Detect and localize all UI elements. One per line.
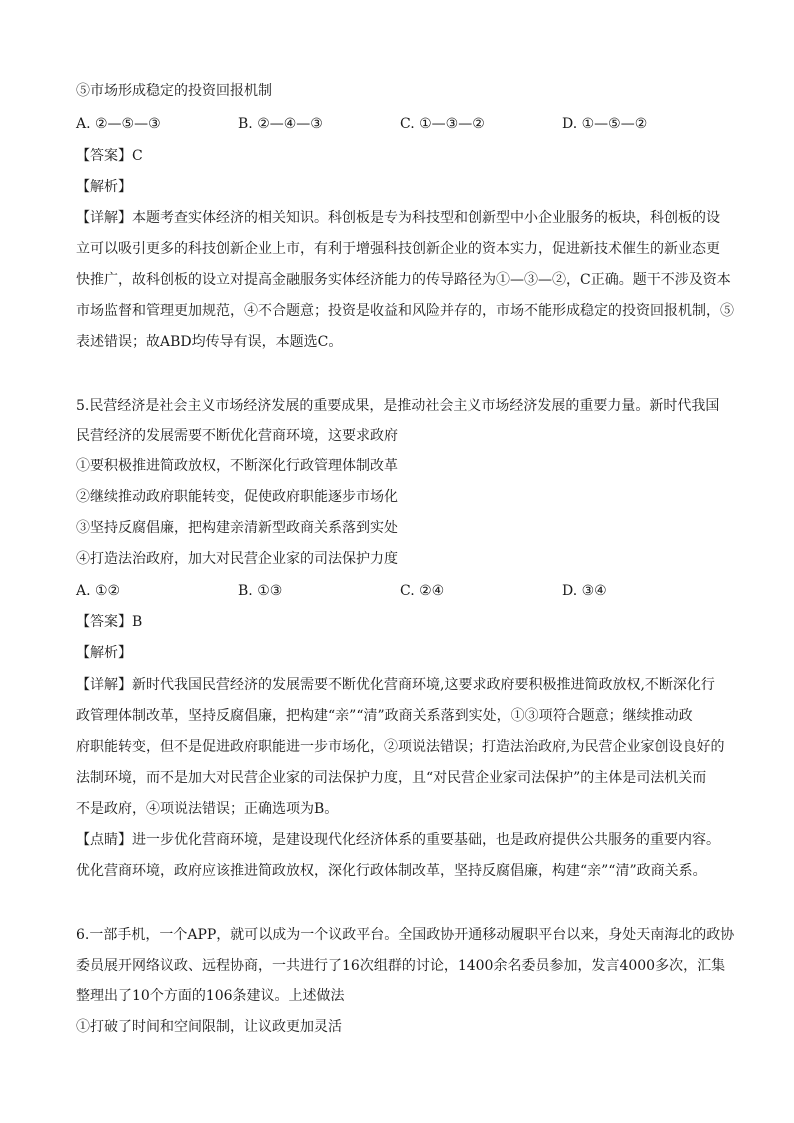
q5-item-4: ④打造法治政府，加大对民营企业家的司法保护力度 (76, 551, 398, 567)
q5-detail-line: 不是政府，④项说法错误；正确选项为B。 (76, 801, 339, 817)
q5-detail-line: 府职能转变，但不是促进政府职能进一步市场化，②项说法错误；打造法治政府,为民营企业家创设良好的 (76, 739, 725, 755)
q5-option-d: D. ③④ (562, 583, 607, 599)
q4-detail-line: 表述错误；故ABD均传导有误，本题选C。 (76, 334, 343, 350)
q6-item-1: ①打破了时间和空间限制，让议政更加灵活 (76, 1019, 342, 1035)
q5-option-c: C. ②④ (400, 583, 445, 599)
q4-detail-line: 市场监督和管理更加规范，④不合题意；投资是收益和风险并存的，市场不能形成稳定的投资回报机制，⑤ (76, 303, 734, 319)
q4-detail-line: 立可以吸引更多的科技创新企业上市，有利于增强科技创新企业的资本实力，促进新技术催生的新业态更 (76, 241, 720, 257)
q4-option-b: B. ②—④—③ (238, 116, 323, 132)
q5-item-3: ③坚持反腐倡廉，把构建亲清新型政商关系落到实处 (76, 520, 398, 536)
q5-comment-line: 【点睛】进一步优化营商环境，是建设现代化经济体系的重要基础，也是政府提供公共服务的重要内容。 (76, 832, 720, 848)
q5-option-a: A. ①② (76, 583, 121, 599)
q5-option-b: B. ①③ (238, 583, 283, 599)
q4-option-a: A. ②—⑤—③ (76, 116, 161, 132)
q5-answer: 【答案】B (76, 614, 143, 630)
q4-item-5: ⑤市场形成稳定的投资回报机制 (76, 83, 272, 99)
q4-detail-line: 【详解】本题考查实体经济的相关知识。科创板是专为科技型和创新型中小企业服务的板块，科创板的设 (76, 210, 720, 226)
q5-options (76, 581, 726, 601)
q4-option-c: C. ①—③—② (400, 116, 485, 132)
q6-stem-line: 整理出了10个方面的106条建议。上述做法 (76, 988, 345, 1004)
q5-detail-line: 法制环境，而不是加大对民营企业家的司法保护力度，且“对民营企业家司法保护”的主体是司法机关而 (76, 770, 707, 786)
q4-options (76, 114, 726, 134)
q5-detail-line: 政管理体制改革，坚持反腐倡廉，把构建“亲”“清”政商关系落到实处，①③项符合题意；继续推动政 (76, 708, 693, 724)
q5-stem-line: 民营经济的发展需要不断优化营商环境，这要求政府 (76, 428, 398, 444)
q4-detail-line: 快推广，故科创板的设立对提高金融服务实体经济能力的传导路径为①—③—②，C正确。题干不涉及资本 (76, 272, 731, 288)
q5-comment-line: 优化营商环境，政府应该推进简政放权，深化行政体制改革，坚持反腐倡廉，构建“亲”“清”政商关系。 (76, 863, 707, 879)
q6-stem-line: 6.一部手机，一个APP，就可以成为一个议政平台。全国政协开通移动履职平台以来，身处天南海北的政协 (76, 927, 735, 943)
q5-item-1: ①要积极推进简政放权，不断深化行政管理体制改革 (76, 458, 398, 474)
q4-answer: 【答案】C (76, 148, 143, 164)
q5-detail-line: 【详解】新时代我国民营经济的发展需要不断优化营商环境,这要求政府要积极推进简政放权,不断深化行 (76, 677, 715, 693)
q4-analysis-label: 【解析】 (76, 179, 132, 195)
q5-analysis-label: 【解析】 (76, 645, 132, 661)
q4-option-d: D. ①—⑤—② (562, 116, 648, 132)
q6-stem-line: 委员展开网络议政、远程协商，一共进行了16次组群的讨论，1400余名委员参加，发言4000多次，汇集 (76, 958, 726, 974)
q5-item-2: ②继续推动政府职能转变，促使政府职能逐步市场化 (76, 489, 398, 505)
q5-stem-line: 5.民营经济是社会主义市场经济发展的重要成果，是推动社会主义市场经济发展的重要力量。新时代我国 (76, 398, 720, 414)
